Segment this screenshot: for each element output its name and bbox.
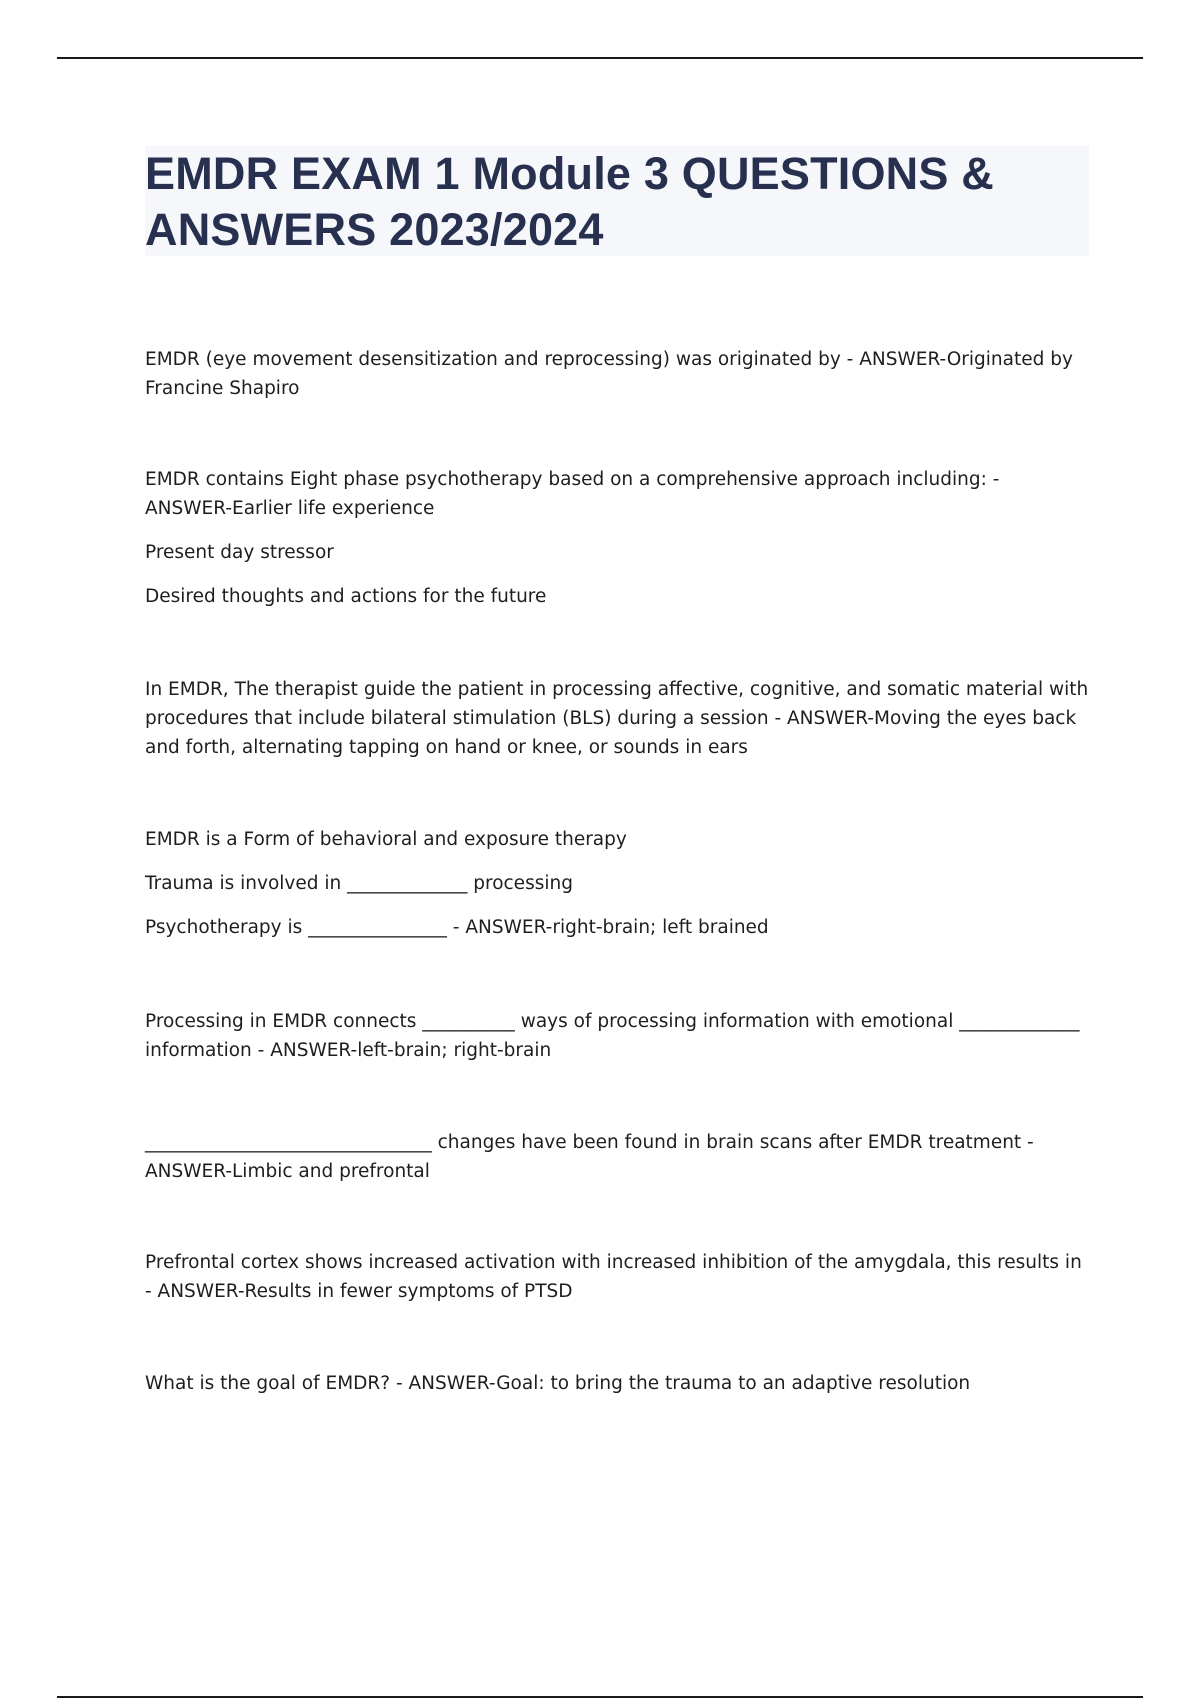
qa-item [145,345,1090,403]
qa-text: Psychotherapy is _______________ - ANSWER-right-brain; left brained [145,917,769,938]
qa-text: What is the goal of EMDR? - ANSWER-Goal: to bring the trauma to an adaptive resolution [145,1373,971,1394]
qa-item [145,465,1090,611]
qa-text: Trauma is involved in _____________ processing [145,873,573,894]
footer-rule [57,1696,1143,1698]
qa-text: Desired thoughts and actions for the future [145,586,547,607]
qa-item [145,825,1090,942]
qa-text: Present day stressor [145,542,334,563]
qa-text: EMDR is a Form of behavioral and exposure therapy [145,829,627,850]
qa-text: Processing in EMDR connects __________ ways of processing information with emotional _____________ information - ANSWER-left-brain; right-brain [145,1011,1080,1061]
qa-text: EMDR contains Eight phase psychotherapy based on a comprehensive approach including: - ANSWER-Earlier life experience [145,469,1000,519]
qa-item [145,1007,1090,1065]
document-title: EMDR EXAM 1 Module 3 QUESTIONS & ANSWERS 2023/2024 [145,148,994,255]
qa-text: In EMDR, The therapist guide the patient in processing affective, cognitive, and somatic material with procedures that include bilateral stimulation (BLS) during a session - ANSWER-Moving the eyes back and forth, alternating tapping on hand or knee, or sounds in ears [145,679,1089,758]
qa-text: _______________________________ changes have been found in brain scans after EMDR treatment - ANSWER-Limbic and prefrontal [145,1132,1034,1182]
qa-item [145,1248,1090,1306]
qa-text: Prefrontal cortex shows increased activation with increased inhibition of the amygdala, this results in - ANSWER-Results in fewer symptoms of PTSD [145,1252,1082,1302]
qa-text: EMDR (eye movement desensitization and reprocessing) was originated by - ANSWER-Originated by Francine Shapiro [145,349,1073,399]
header-rule [57,57,1143,59]
qa-item [145,675,1090,762]
qa-item [145,1128,1090,1186]
title-block [145,146,1089,256]
qa-item [145,1369,1090,1398]
